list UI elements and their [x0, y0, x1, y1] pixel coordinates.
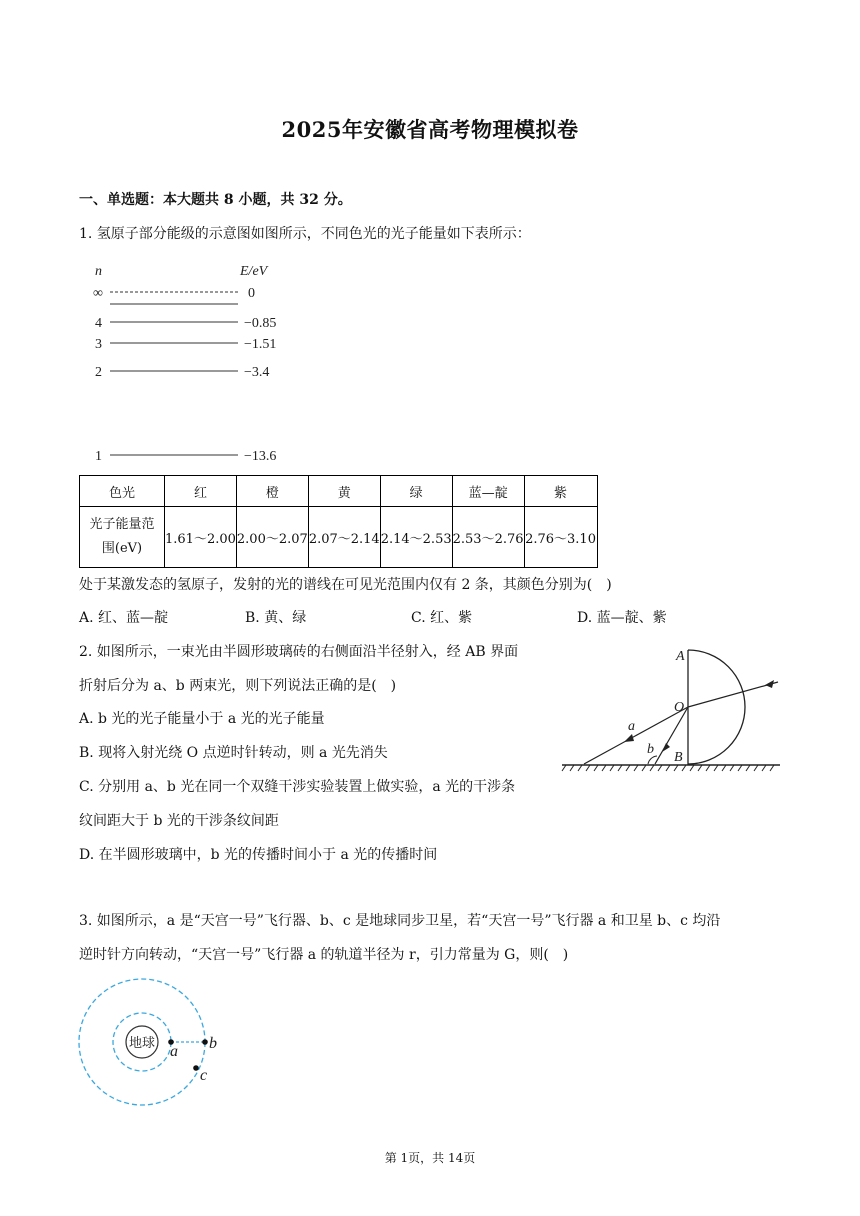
ray-b-label: b — [647, 742, 654, 757]
level-e-3: −1.51 — [244, 337, 277, 352]
q2-stem-line2: 折射后分为 a、b 两束光，则下列说法正确的是( ) — [79, 678, 397, 694]
point-b-label: B — [674, 750, 683, 765]
q1-option-a: A. 红、蓝—靛 — [79, 610, 169, 626]
color-energy-table — [79, 475, 598, 568]
table-cell: 紫 — [524, 476, 597, 507]
n-axis-label: n — [95, 264, 102, 279]
point-o-label: O — [674, 700, 685, 715]
table-cell: 2.00～2.07 — [236, 507, 308, 568]
refraction-diagram — [560, 640, 785, 775]
q1-option-b: B. 黄、绿 — [245, 610, 307, 626]
q2-option-c-line2: 纹间距大于 b 光的干涉条纹间距 — [79, 813, 279, 829]
level-n-inf: ∞ — [93, 286, 103, 301]
energy-axis-label: E/eV — [240, 264, 268, 279]
q1-question: 处于某激发态的氢原子，发射的光的谱线在可见光范围内仅有 2 条，其颜色分别为( ) — [79, 577, 612, 593]
table-row — [80, 476, 598, 507]
q3-stem-line1: 3. 如图所示，a 是“天宫一号”飞行器、b、c 是地球同步卫星，若“天宫一号”飞行器 a 和卫星 b、c 均沿 — [79, 913, 721, 929]
table-row — [80, 507, 598, 568]
level-e-2: −3.4 — [244, 365, 270, 380]
level-e-inf: 0 — [248, 286, 255, 301]
satellite-c-label: c — [200, 1067, 208, 1084]
page-title: 2025年安徽省高考物理模拟卷 — [281, 117, 579, 142]
table-row-header — [80, 507, 165, 568]
q2-option-d: D. 在半圆形玻璃中，b 光的传播时间小于 a 光的传播时间 — [79, 847, 438, 863]
q1-option-d: D. 蓝—靛、紫 — [577, 610, 667, 626]
table-cell: 黄 — [308, 476, 380, 507]
section-heading: 一、单选题：本大题共 8 小题，共 32 分。 — [79, 192, 352, 208]
satellite-c-dot — [193, 1065, 199, 1071]
q1-option-c: C. 红、紫 — [411, 610, 473, 626]
table-cell: 红 — [165, 476, 237, 507]
ray-a-label: a — [628, 719, 635, 734]
table-cell: 2.14～2.53 — [380, 507, 452, 568]
table-cell: 蓝—靛 — [452, 476, 524, 507]
satellite-a-label: a — [170, 1043, 178, 1060]
q3-stem-line2: 逆时针方向转动，“天宫一号”飞行器 a 的轨道半径为 r，引力常量为 G，则( ) — [79, 947, 569, 963]
row-header-line: 光子能量范 — [89, 517, 155, 532]
table-cell: 2.53～2.76 — [452, 507, 524, 568]
level-e-4: −0.85 — [244, 316, 277, 331]
level-n-4: 4 — [95, 316, 102, 331]
table-cell: 1.61～2.00 — [165, 507, 237, 568]
table-cell: 色光 — [80, 476, 165, 507]
point-a-label: A — [676, 649, 685, 664]
table-cell: 橙 — [236, 476, 308, 507]
table-cell: 绿 — [380, 476, 452, 507]
earth-label: 地球 — [129, 1035, 156, 1050]
table-cell: 2.76～3.10 — [524, 507, 597, 568]
q1-stem: 1. 氢原子部分能级的示意图如图所示，不同色光的光子能量如下表所示： — [79, 226, 531, 242]
q2-option-a: A. b 光的光子能量小于 a 光的光子能量 — [79, 711, 325, 727]
table-cell: 2.07～2.14 — [308, 507, 380, 568]
orbit-diagram — [76, 975, 236, 1110]
satellite-b-label: b — [209, 1035, 217, 1052]
level-e-1: −13.6 — [244, 449, 277, 464]
row-header-line: 围(eV) — [101, 541, 143, 556]
page-footer: 第 1页，共 14页 — [384, 1151, 476, 1165]
q2-option-c-line1: C. 分别用 a、b 光在同一个双缝干涉实验装置上做实验，a 光的干涉条 — [79, 779, 516, 795]
level-n-1: 1 — [95, 449, 102, 464]
level-n-2: 2 — [95, 365, 102, 380]
q2-option-b: B. 现将入射光绕 O 点逆时针转动，则 a 光先消失 — [79, 745, 388, 761]
level-n-3: 3 — [95, 337, 102, 352]
satellite-b-dot — [202, 1039, 208, 1045]
energy-level-diagram — [88, 258, 308, 468]
q2-stem-line1: 2. 如图所示，一束光由半圆形玻璃砖的右侧面沿半径射入，经 AB 界面 — [79, 644, 519, 660]
